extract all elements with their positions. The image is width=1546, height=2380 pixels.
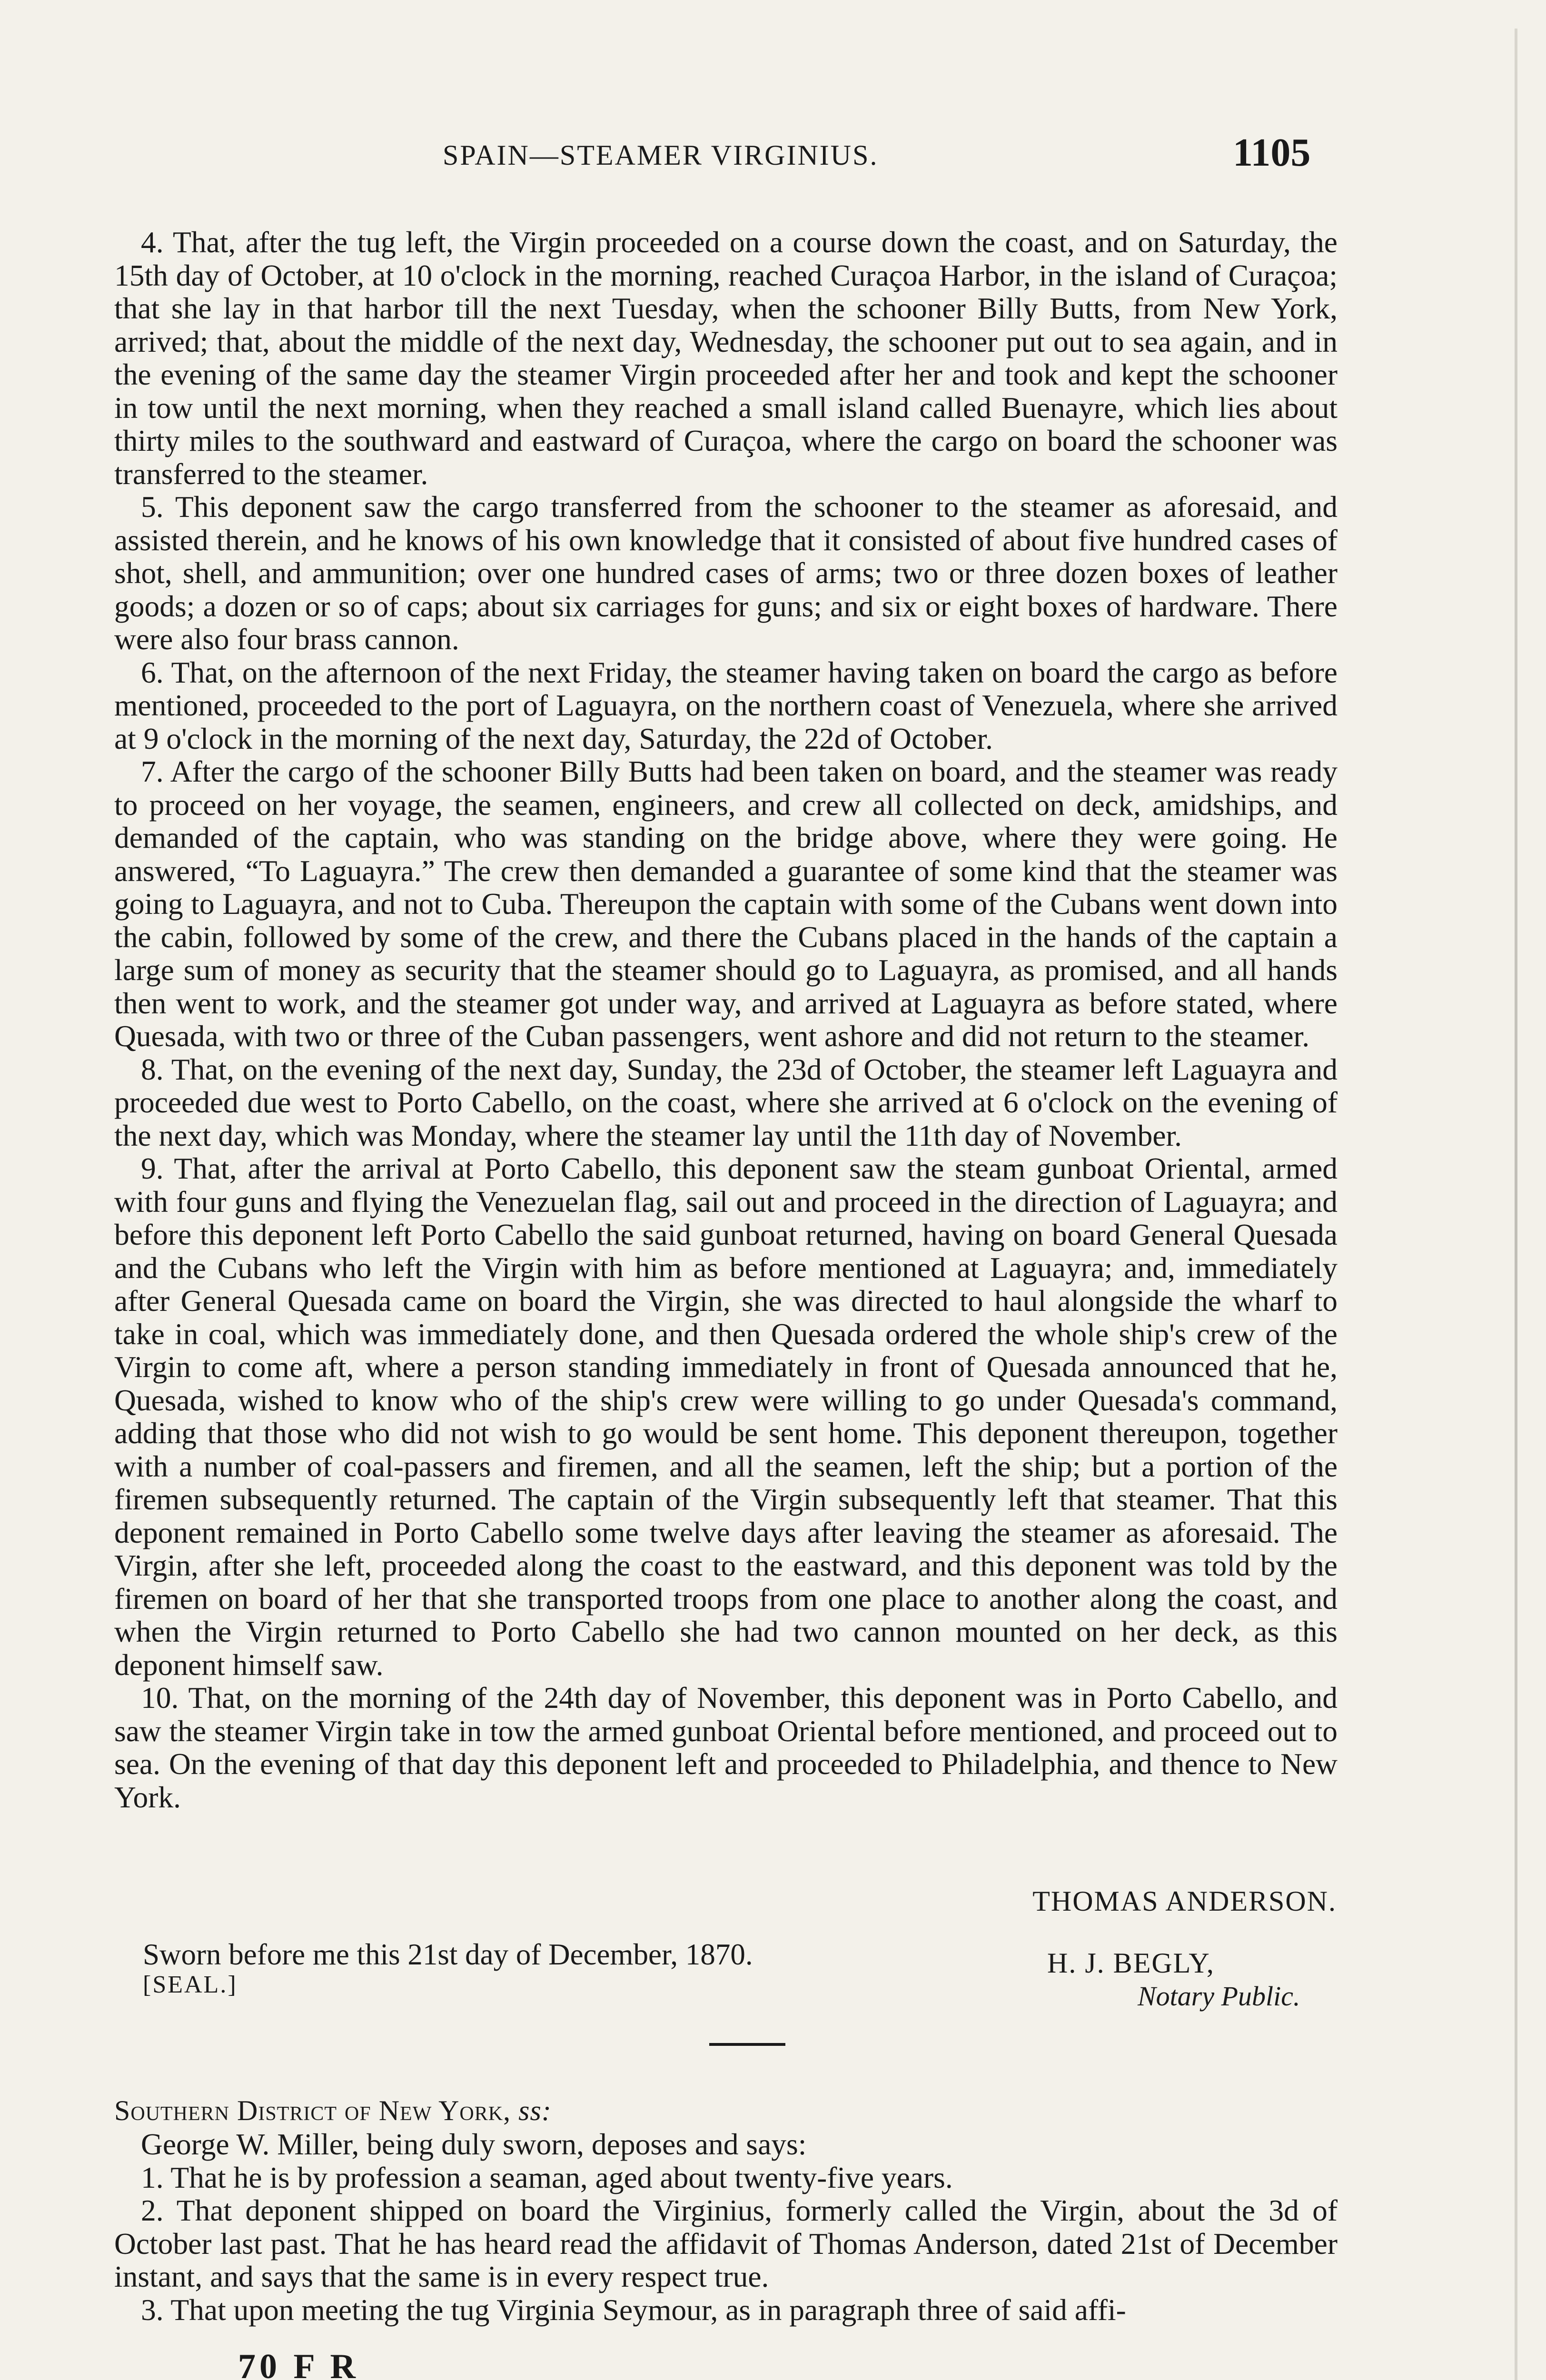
- anderson-affidavit-body: [114, 226, 1338, 1814]
- binding-edge: [1515, 29, 1517, 2380]
- seal-mark: [SEAL.]: [143, 1971, 238, 1998]
- running-head: SPAIN—STEAMER VIRGINIUS.: [443, 139, 879, 171]
- paragraph: George W. Miller, being duly sworn, deposes and says:: [141, 2127, 807, 2161]
- notary-name: H. J. BEGLY,: [1047, 1947, 1215, 1979]
- paragraph: 8. That, on the evening of the next day, Sunday, the 23d of October, the steamer left Laguayra and proceeded due west to Porto Cabello, on the coast, where she arrived at 6 o'clock on the evening of the next day, which was Monday, where the steamer lay until the 11th day of November.: [114, 1052, 1338, 1152]
- venue-text: Southern District of New York,: [114, 2095, 511, 2126]
- jurat: Sworn before me this 21st day of December, 1870.: [143, 1938, 753, 1971]
- paragraph: 4. That, after the tug left, the Virgin proceeded on a course down the coast, and on Saturday, the 15th day of October, at 10 o'clock in the morning, reached Curaçoa Harbor, in the island of Curaçoa; that she lay in that harbor till the next Tuesday, when the schooner Billy Butts, from New York, arrived; that, about the middle of the next day, Wednesday, the schooner put out to sea again, and in the evening of the same day the steamer Virgin proceeded after her and took and kept the schooner in tow until the next morning, when they reached a small island called Buenayre, which lies about thirty miles to the southward and eastward of Curaçoa, where the cargo on board the schooner was transferred to the steamer.: [114, 225, 1338, 491]
- paragraph: 2. That deponent shipped on board the Virginius, formerly called the Virgin, about the 3d of October last past. That he has heard read the affidavit of Thomas Anderson, dated 21st of December instant, and says that the same is in every respect true.: [114, 2193, 1338, 2293]
- paragraph: 7. After the cargo of the schooner Billy Butts had been taken on board, and the steamer was ready to proceed on her voyage, the seamen, engineers, and crew all collected on deck, amidships, and demanded of the captain, who was standing on the bridge above, where they were going. He answered, “To Laguayra.” The crew then demanded a guarantee of some kind that the steamer was going to Laguayra, and not to Cuba. Thereupon the captain with some of the Cubans went down into the cabin, followed by some of the crew, and there the Cubans placed in the hands of the captain a large sum of money as security that the steamer should go to Laguayra, as promised, and all hands then went to work, and the steamer got under way, and arrived at Laguayra as before stated, where Quesada, with two or three of the Cuban passengers, went ashore and did not return to the steamer.: [114, 754, 1338, 1053]
- paragraph: 6. That, on the afternoon of the next Friday, the steamer having taken on board the cargo as before mentioned, proceeded to the port of Laguayra, on the northern coast of Venezuela, where she arrived at 9 o'clock in the morning of the next day, Saturday, the 22d of October.: [114, 655, 1338, 755]
- paragraph: 1. That he is by profession a seaman, aged about twenty-five years.: [141, 2160, 953, 2194]
- paragraph: 10. That, on the morning of the 24th day of November, this deponent was in Porto Cabello, and saw the steamer Virgin take in tow the armed gunboat Oriental before mentioned, and proceed out to sea. On the evening of that day this deponent left and proceeded to Philadelphia, and thence to New York.: [114, 1681, 1338, 1814]
- printer-signature-mark: 70 F R: [238, 2347, 359, 2380]
- paragraph: 3. That upon meeting the tug Virginia Seymour, as in paragraph three of said affi-: [141, 2292, 1126, 2327]
- venue-heading: [114, 2094, 552, 2127]
- miller-affidavit-body: [114, 2128, 1338, 2326]
- paragraph: 5. This deponent saw the cargo transferred from the schooner to the steamer as aforesaid, and assisted therein, and he knows of his own knowledge that it consisted of about five hundred cases of shot, shell, and ammunition; over one hundred cases of arms; two or three dozen boxes of leather goods; a dozen or so of caps; about six carriages for guns; and six or eight boxes of hardware. There were also four brass cannon.: [114, 490, 1338, 656]
- paragraph: 9. That, after the arrival at Porto Cabello, this deponent saw the steam gunboat Oriental, armed with four guns and flying the Venezuelan flag, sail out and proceed in the direction of Laguayra; and before this deponent left Porto Cabello the said gunboat returned, having on board General Quesada and the Cubans who left the Virgin with him as before mentioned at Laguayra; and, immediately after General Quesada came on board the Virgin, she was directed to haul alongside the wharf to take in coal, which was immediately done, and then Quesada ordered the whole ship's crew of the Virgin to come aft, where a person standing immediately in front of Quesada announced that he, Quesada, wished to know who of the ship's crew were willing to go under Quesada's command, adding that those who did not wish to go would be sent home. This deponent thereupon, together with a number of coal-passers and firemen, and all the seamen, left the ship; but a portion of the firemen subsequently returned. The captain of the Virgin subsequently left that steamer. That this deponent remained in Porto Cabello some twelve days after leaving the steamer as aforesaid. The Virgin, after she left, proceeded along the coast to the eastward, and this deponent was told by the firemen on board of her that she transported troops from one place to another along the coast, and when the Virgin returned to Porto Cabello she had two cannon mounted on her deck, as this deponent himself saw.: [114, 1151, 1338, 1682]
- page-number: 1105: [1233, 130, 1311, 175]
- deponent-signature: THOMAS ANDERSON.: [1032, 1885, 1337, 1917]
- notary-title: Notary Public.: [1138, 1981, 1300, 2012]
- section-divider: [709, 2043, 785, 2046]
- venue-abbr: ss:: [518, 2095, 552, 2126]
